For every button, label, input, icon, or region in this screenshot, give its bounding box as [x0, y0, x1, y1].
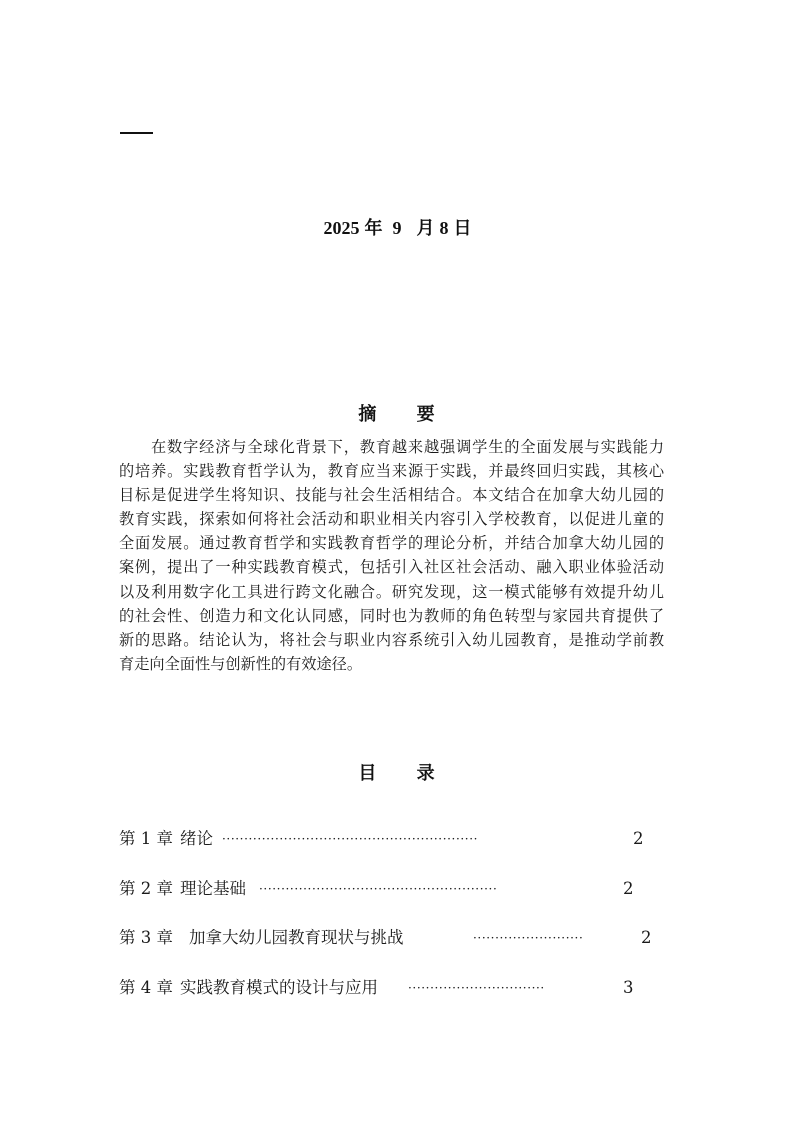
toc-entry-chapter-2[interactable] — [119, 876, 679, 926]
toc-entry-chapter-4[interactable] — [119, 975, 679, 1025]
toc-leader-dots: ························· — [473, 931, 584, 946]
date-day-unit: 日 — [453, 218, 472, 238]
toc-chapter-number: 第 2 章 — [119, 878, 173, 898]
abstract-line: 在数字经济与全球化背景下，教育越来越强调学生的全面发展与实践能力 — [151, 438, 664, 456]
table-of-contents — [119, 826, 679, 1024]
abstract-line: 以及利用数字化工具进行跨文化融合。研究发现，这一模式能够有效提升幼儿 — [119, 582, 664, 601]
abstract-line: 教育实践，探索如何将社会活动和职业相关内容引入学校教育，以促进儿童的 — [119, 510, 664, 529]
date-year-unit: 年 — [364, 218, 383, 238]
toc-chapter-number: 第 3 章 — [119, 928, 173, 948]
toc-page-number: 2 — [641, 928, 652, 948]
abstract-heading: 摘 要 — [358, 404, 452, 425]
toc-page-number: 2 — [633, 829, 644, 848]
abstract-line: 案例，提出了一种实践教育模式，包括引入社区社会活动、融入职业体验活动 — [119, 558, 664, 577]
date-year: 2025 — [323, 218, 360, 238]
toc-chapter-number: 第 4 章 — [119, 977, 173, 997]
abstract-line: 全面发展。通过教育哲学和实践教育哲学的理论分析，并结合加拿大幼儿园的 — [119, 534, 664, 553]
toc-page-number: 3 — [623, 977, 634, 997]
date-month: 9 — [392, 218, 402, 238]
toc-leader-dots: ······················································ — [259, 881, 498, 896]
toc-chapter-title: 加拿大幼儿园教育现状与挑战 — [189, 928, 404, 948]
toc-chapter-title: 实践教育模式的设计与应用 — [180, 977, 378, 997]
document-date — [0, 216, 793, 240]
toc-leader-dots: ······························· — [408, 980, 545, 995]
abstract-line: 育走向全面性与创新性的有效途径。 — [119, 654, 362, 673]
toc-leader-dots: ·························································· — [222, 832, 479, 846]
toc-heading: 目 录 — [358, 763, 452, 784]
date-day: 8 — [439, 218, 449, 238]
abstract-line: 新的思路。结论认为，将社会与职业内容系统引入幼儿园教育，是推动学前教 — [119, 630, 664, 649]
abstract-line: 目标是促进学生将知识、技能与社会生活相结合。本文结合在加拿大幼儿园的 — [119, 486, 664, 505]
abstract-line: 的社会性、创造力和文化认同感，同时也为教师的角色转型与家园共育提供了 — [119, 606, 664, 625]
date-month-unit: 月 — [416, 218, 435, 238]
toc-entry-chapter-1[interactable] — [119, 826, 679, 876]
toc-chapter-title: 绪论 — [180, 829, 213, 848]
toc-chapter-title: 理论基础 — [180, 878, 246, 898]
toc-chapter-number: 第 1 章 — [119, 829, 173, 848]
header-rule — [120, 132, 153, 134]
abstract-body — [119, 435, 664, 676]
toc-page-number: 2 — [623, 878, 634, 898]
toc-entry-chapter-3[interactable] — [119, 925, 679, 975]
abstract-line: 的培养。实践教育哲学认为，教育应当来源于实践，并最终回归实践，其核心 — [119, 462, 664, 481]
